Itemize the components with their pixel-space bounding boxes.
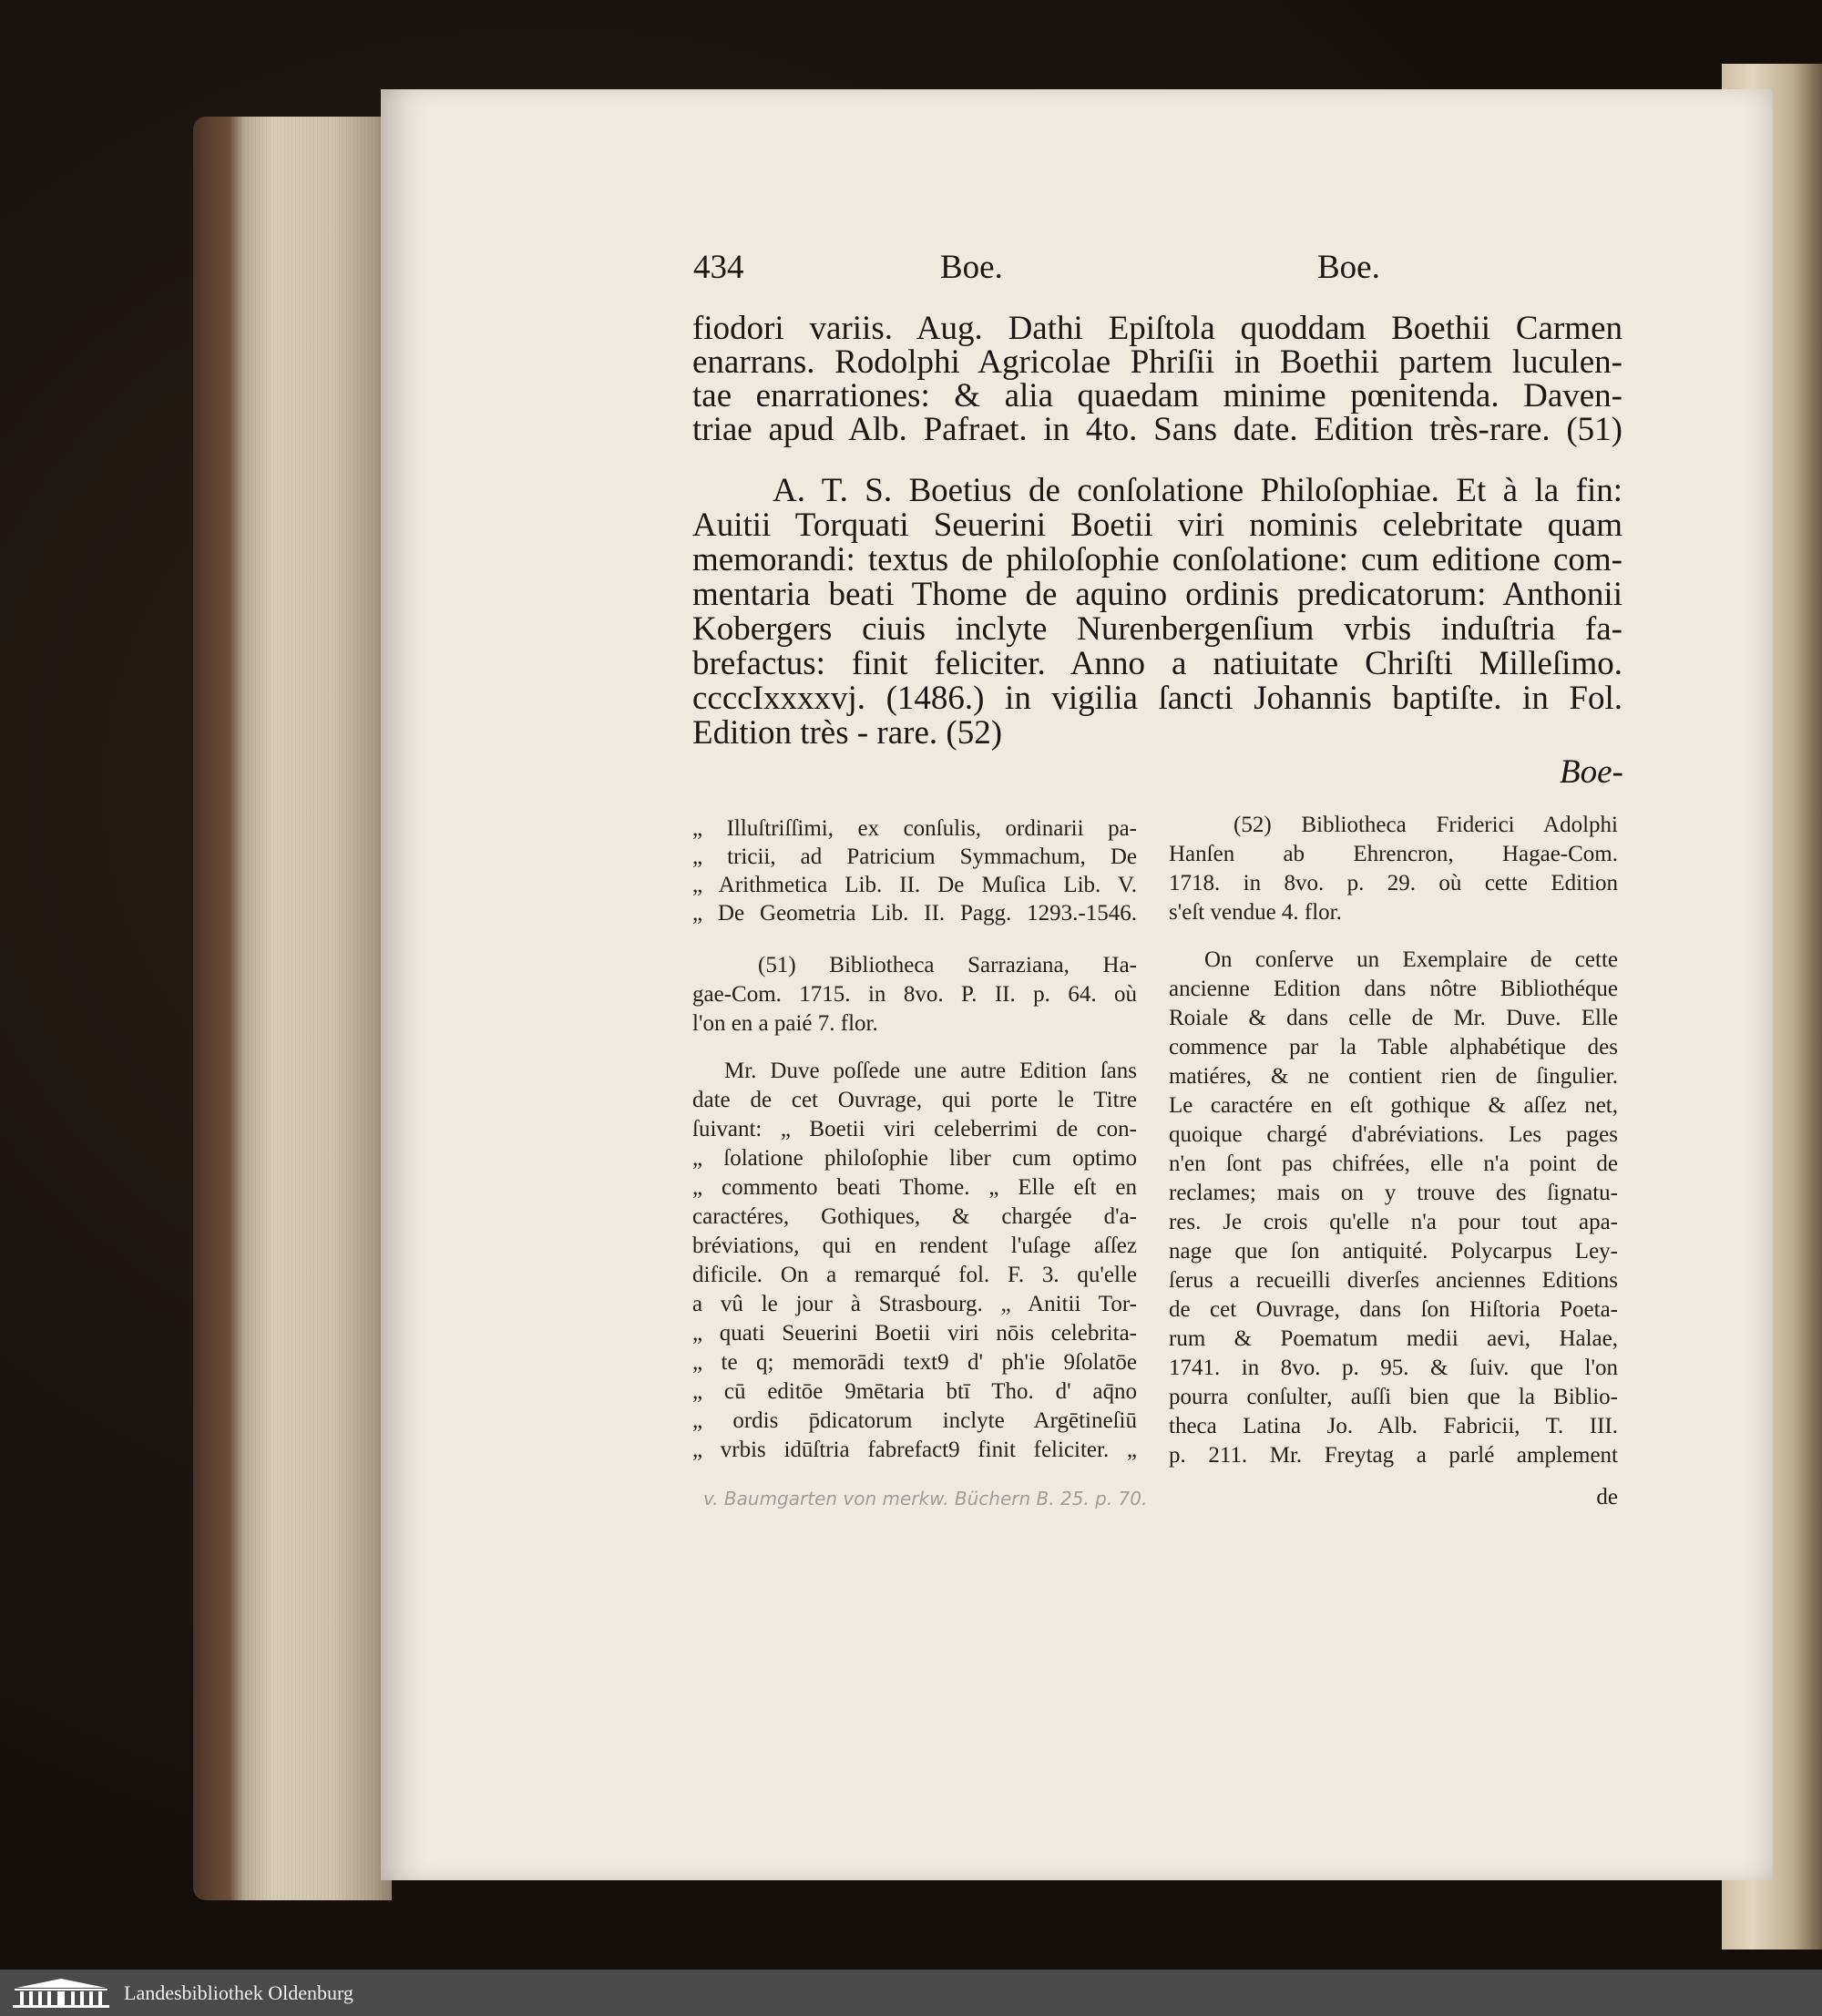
footnote-line: s'eſt vendue 4. flor. <box>1169 900 1342 925</box>
pencil-annotation: v. Baumgarten von merkw. Büchern B. 25. p. 70. <box>703 1488 1148 1509</box>
footnote-line: pourra conſulter, auſſi bien que la Biblio- <box>1169 1385 1618 1409</box>
running-head-left: Boe. <box>940 249 1003 286</box>
footnote-line: caractéres, Gothiques, & chargée d'a- <box>692 1204 1137 1229</box>
main-text-line: memorandi: textus de philoſophie conſolatione: cum editione com- <box>692 541 1622 578</box>
main-text-line: fiodori variis. Aug. Dathi Epiſtola quoddam Boethii Carmen <box>692 310 1622 347</box>
main-text-line: Edition très - rare. (52) <box>692 714 1003 752</box>
main-text-line: brefactus: finit feliciter. Anno a natiuitate Chriſti Milleſimo. <box>692 645 1622 682</box>
running-head-right: Boe. <box>1317 249 1380 286</box>
footnote-line: dificile. On a remarqué fol. F. 3. qu'elle <box>692 1263 1137 1287</box>
footnote-line: matiéres, & ne contient rien de ſingulier. <box>1169 1064 1618 1089</box>
main-text-line: enarrans. Rodolphi Agricolae Phriſii in Boethii partem luculen- <box>692 343 1622 381</box>
main-text-line: A. T. S. Boetius de conſolatione Philoſophiae. Et à la fin: <box>773 472 1622 509</box>
main-text-line: Kobergers ciuis inclyte Nurenbergenſium vrbis induſtria fa- <box>692 610 1622 648</box>
footnote-line: „ vrbis idūſtria fabrefact9 finit feliciter. „ <box>692 1438 1137 1462</box>
footnote-line: theca Latina Jo. Alb. Fabricii, T. III. <box>1169 1414 1618 1438</box>
footnote-line: „ commento beati Thome. „ Elle eſt en <box>692 1175 1137 1200</box>
footnote-line: p. 211. Mr. Freytag a parlé amplement <box>1169 1443 1618 1468</box>
footnote-line: „ tricii, ad Patricium Symmachum, De <box>692 844 1137 869</box>
page-number: 434 <box>693 249 744 286</box>
library-name: Landesbibliothek Oldenburg <box>124 1981 353 2004</box>
footnote-line: n'en ſont pas chifrées, elle n'a point de <box>1169 1151 1618 1176</box>
bottom-catchword: de <box>1596 1485 1618 1509</box>
footnote-line: rum & Poematum medii aevi, Halae, <box>1169 1326 1618 1351</box>
footnote-line: Le caractére en eſt gothique & aſſez net, <box>1169 1093 1618 1118</box>
footnote-line: nage que ſon antiquité. Polycarpus Ley- <box>1169 1239 1618 1264</box>
main-text-line: triae apud Alb. Pafraet. in 4to. Sans date. Edition très-rare. (51) <box>692 411 1622 448</box>
footnote-line: l'on en a paié 7. flor. <box>692 1011 878 1036</box>
footnote-line: 1718. in 8vo. p. 29. où cette Edition <box>1169 871 1618 895</box>
footnote-line: reclames; mais on y trouve des ſignatu- <box>1169 1181 1618 1205</box>
footnote-line: de cet Ouvrage, dans ſon Hiſtoria Poeta- <box>1169 1297 1618 1322</box>
footnote-line: „ te q; memorādi text9 d' ph'ie 9ſolatōe <box>692 1350 1137 1375</box>
footnote-line: „ Illuſtriſſimi, ex conſulis, ordinarii pa- <box>692 816 1137 841</box>
footnote-line: bréviations, qui en rendent l'uſage aſſez <box>692 1233 1137 1258</box>
footnote-line: date de cet Ouvrage, qui porte le Titre <box>692 1088 1137 1112</box>
book-page-edges-left <box>193 117 392 1900</box>
footnote-line: „ ſolatione philoſophie liber cum optimo <box>692 1146 1137 1171</box>
footnote-line: res. Je crois qu'elle n'a pour tout apa- <box>1169 1210 1618 1234</box>
footnote-line: „ Arithmetica Lib. II. De Muſica Lib. V. <box>692 873 1137 897</box>
footnote-line: ſuivant: „ Boetii viri celeberrimi de con- <box>692 1117 1137 1141</box>
footnote-line: (52) Bibliotheca Friderici Adolphi <box>1233 813 1618 837</box>
footnote-line: Roiale & dans celle de Mr. Duve. Elle <box>1169 1006 1618 1030</box>
main-text-line: Auitii Torquati Seuerini Boetii viri nominis celebritate quam <box>692 507 1622 544</box>
footer-bar <box>0 1970 1822 2016</box>
catchword: Boe- <box>1560 753 1623 791</box>
main-text-line: tae enarrationes: & alia quaedam minime pœnitenda. Daven- <box>692 377 1622 414</box>
footnote-line: „ cū editōe 9mētaria btī Tho. d' aq̄no <box>692 1379 1137 1404</box>
footnote-line: Hanſen ab Ehrencron, Hagae-Com. <box>1169 842 1618 866</box>
footnote-line: (51) Bibliotheca Sarraziana, Ha- <box>758 953 1137 977</box>
footnote-line: Mr. Duve poſſede une autre Edition ſans <box>724 1059 1137 1083</box>
footnote-line: „ De Geometria Lib. II. Pagg. 1293.-1546. <box>692 901 1137 926</box>
footnote-line: a vû le jour à Strasbourg. „ Anitii Tor- <box>692 1292 1137 1316</box>
footnote-line: commence par la Table alphabétique des <box>1169 1035 1618 1059</box>
footnote-line: quoique chargé d'abréviations. Les pages <box>1169 1122 1618 1147</box>
main-text-line: ccccIxxxxvj. (1486.) in vigilia ſancti Johannis baptiſte. in Fol. <box>692 680 1622 717</box>
main-text-line: mentaria beati Thome de aquino ordinis predicatorum: Anthonii <box>692 576 1622 613</box>
footnote-line: gae-Com. 1715. in 8vo. P. II. p. 64. où <box>692 982 1137 1007</box>
footnote-line: ſerus a recueilli diverſes anciennes Editions <box>1169 1268 1618 1293</box>
footnote-line: „ quati Seuerini Boetii viri nōis celebrita- <box>692 1321 1137 1346</box>
footnote-line: ancienne Edition dans nôtre Bibliothéque <box>1169 977 1618 1001</box>
footnote-line: „ ordis p̄dicatorum inclyte Argētineſiū <box>692 1408 1137 1433</box>
footnote-line: 1741. in 8vo. p. 95. & ſuiv. que l'on <box>1169 1356 1618 1380</box>
footnote-line: On conſerve un Exemplaire de cette <box>1204 947 1618 972</box>
library-building-icon <box>7 1977 115 2010</box>
